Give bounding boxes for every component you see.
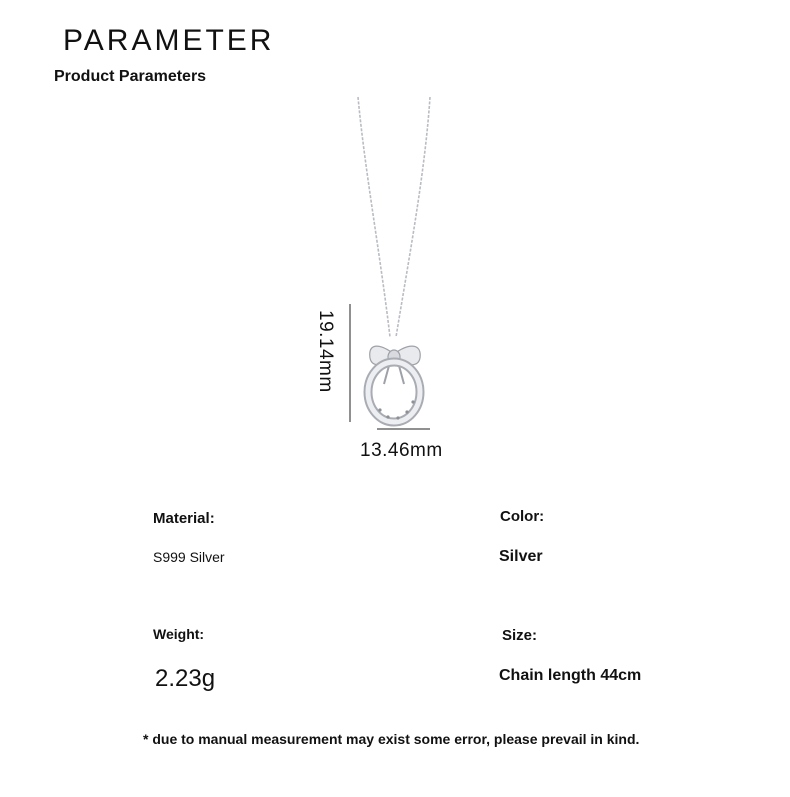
size-label: Size: <box>502 627 538 644</box>
color-label: Color: <box>500 508 545 525</box>
material-value: S999 Silver <box>153 549 225 565</box>
size-value: Chain length 44cm <box>499 667 642 684</box>
page-title: PARAMETER <box>63 24 275 57</box>
weight-label: Weight: <box>153 626 205 642</box>
width-dimension-label: 13.46mm <box>360 440 443 461</box>
page-subtitle: Product Parameters <box>54 68 207 85</box>
weight-value: 2.23g <box>155 665 216 692</box>
measurement-note: * due to manual measurement may exist some error, please prevail in kind. <box>143 731 640 747</box>
material-label: Material: <box>153 510 215 527</box>
color-value: Silver <box>499 548 543 565</box>
height-dimension-label: 19.14mm <box>315 310 336 393</box>
